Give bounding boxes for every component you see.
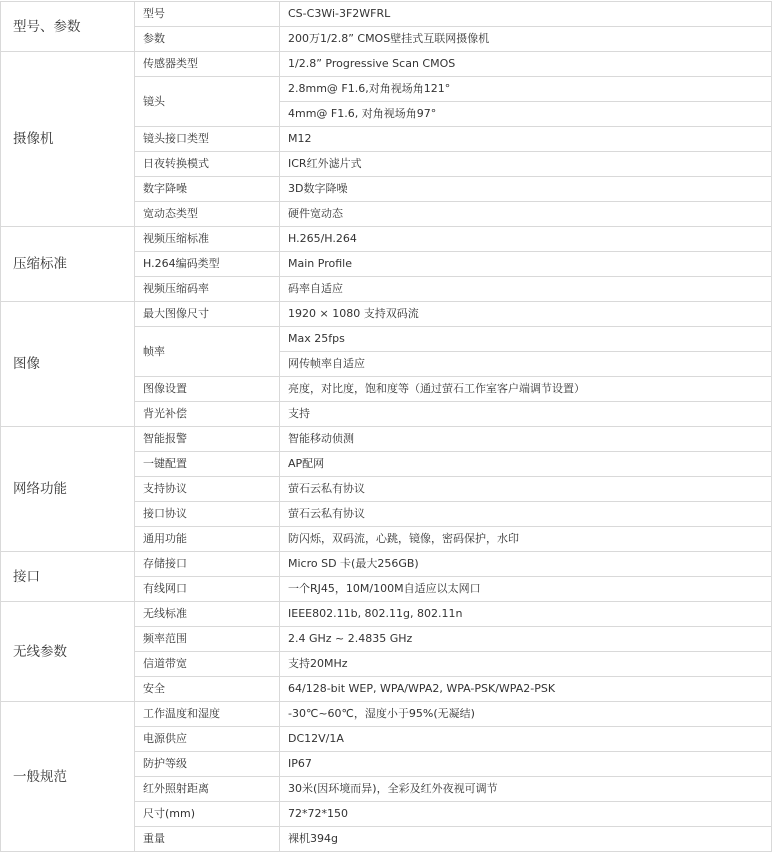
spec-label-cell: 日夜转换模式	[135, 152, 280, 177]
category-cell: 压缩标准	[1, 227, 135, 302]
spec-value-cell: 72*72*150	[280, 802, 772, 827]
spec-value-cell: 萤石云私有协议	[280, 502, 772, 527]
spec-label-cell: 重量	[135, 827, 280, 852]
spec-table	[0, 1, 772, 852]
spec-row	[1, 552, 772, 577]
spec-label-cell: 电源供应	[135, 727, 280, 752]
spec-value-cell: 64/128-bit WEP, WPA/WPA2, WPA-PSK/WPA2-PSK	[280, 677, 772, 702]
spec-value-cell: 支持	[280, 402, 772, 427]
spec-label-cell: 一键配置	[135, 452, 280, 477]
spec-label-cell: 视频压缩标准	[135, 227, 280, 252]
spec-value-cell: 30米(因环境而异)，全彩及红外夜视可调节	[280, 777, 772, 802]
spec-value-cell: 亮度，对比度，饱和度等（通过萤石工作室客户端调节设置）	[280, 377, 772, 402]
spec-label-cell: 宽动态类型	[135, 202, 280, 227]
spec-value-cell: AP配网	[280, 452, 772, 477]
category-cell: 无线参数	[1, 602, 135, 702]
spec-label-cell: 数字降噪	[135, 177, 280, 202]
spec-value-cell: ICR红外滤片式	[280, 152, 772, 177]
spec-value-cell: CS-C3Wi-3F2WFRL	[280, 2, 772, 27]
spec-value-cell: H.265/H.264	[280, 227, 772, 252]
spec-label-cell: 背光补偿	[135, 402, 280, 427]
category-cell: 图像	[1, 302, 135, 427]
spec-label-cell: 传感器类型	[135, 52, 280, 77]
spec-row	[1, 427, 772, 452]
spec-label-cell: 有线网口	[135, 577, 280, 602]
spec-value-cell: 裸机394g	[280, 827, 772, 852]
spec-value-cell: 萤石云私有协议	[280, 477, 772, 502]
spec-value-cell: 2.4 GHz ~ 2.4835 GHz	[280, 627, 772, 652]
spec-label-cell: 镜头	[135, 77, 280, 127]
category-cell: 一般规范	[1, 702, 135, 852]
spec-label-cell: 帧率	[135, 327, 280, 377]
spec-label-cell: 图像设置	[135, 377, 280, 402]
spec-label-cell: 工作温度和湿度	[135, 702, 280, 727]
spec-value-cell: M12	[280, 127, 772, 152]
spec-value-cell: 智能移动侦测	[280, 427, 772, 452]
spec-label-cell: 红外照射距离	[135, 777, 280, 802]
category-cell: 网络功能	[1, 427, 135, 552]
category-cell: 接口	[1, 552, 135, 602]
spec-value-cell: IP67	[280, 752, 772, 777]
spec-row	[1, 227, 772, 252]
category-cell: 型号、参数	[1, 2, 135, 52]
spec-value-cell: 支持20MHz	[280, 652, 772, 677]
spec-label-cell: 参数	[135, 27, 280, 52]
spec-value-cell: 一个RJ45，10M/100M自适应以太网口	[280, 577, 772, 602]
spec-label-cell: 视频压缩码率	[135, 277, 280, 302]
spec-value-cell: 网传帧率自适应	[280, 352, 772, 377]
category-cell: 摄像机	[1, 52, 135, 227]
spec-value-cell: 防闪烁，双码流，心跳，镜像，密码保护，水印	[280, 527, 772, 552]
spec-label-cell: 尺寸(mm)	[135, 802, 280, 827]
spec-value-cell: 硬件宽动态	[280, 202, 772, 227]
spec-value-cell: Max 25fps	[280, 327, 772, 352]
spec-label-cell: 最大图像尺寸	[135, 302, 280, 327]
spec-row	[1, 702, 772, 727]
spec-row	[1, 2, 772, 27]
spec-value-cell: Main Profile	[280, 252, 772, 277]
spec-value-cell: 3D数字降噪	[280, 177, 772, 202]
spec-label-cell: 防护等级	[135, 752, 280, 777]
spec-label-cell: 信道带宽	[135, 652, 280, 677]
spec-value-cell: 码率自适应	[280, 277, 772, 302]
spec-label-cell: 智能报警	[135, 427, 280, 452]
spec-label-cell: 型号	[135, 2, 280, 27]
spec-label-cell: 支持协议	[135, 477, 280, 502]
spec-label-cell: 安全	[135, 677, 280, 702]
spec-row	[1, 302, 772, 327]
spec-label-cell: 镜头接口类型	[135, 127, 280, 152]
spec-value-cell: IEEE802.11b, 802.11g, 802.11n	[280, 602, 772, 627]
spec-label-cell: 存储接口	[135, 552, 280, 577]
spec-label-cell: 接口协议	[135, 502, 280, 527]
spec-label-cell: H.264编码类型	[135, 252, 280, 277]
spec-label-cell: 无线标准	[135, 602, 280, 627]
spec-value-cell: 1/2.8” Progressive Scan CMOS	[280, 52, 772, 77]
spec-label-cell: 通用功能	[135, 527, 280, 552]
spec-value-cell: DC12V/1A	[280, 727, 772, 752]
spec-value-cell: 4mm@ F1.6, 对角视场角97°	[280, 102, 772, 127]
spec-row	[1, 602, 772, 627]
spec-row	[1, 52, 772, 77]
spec-value-cell: Micro SD 卡(最大256GB)	[280, 552, 772, 577]
spec-value-cell: 1920 × 1080 支持双码流	[280, 302, 772, 327]
spec-value-cell: 200万1/2.8” CMOS壁挂式互联网摄像机	[280, 27, 772, 52]
spec-label-cell: 频率范围	[135, 627, 280, 652]
spec-table-body	[1, 2, 772, 852]
spec-value-cell: 2.8mm@ F1.6,对角视场角121°	[280, 77, 772, 102]
spec-value-cell: -30℃~60℃，湿度小于95%(无凝结)	[280, 702, 772, 727]
